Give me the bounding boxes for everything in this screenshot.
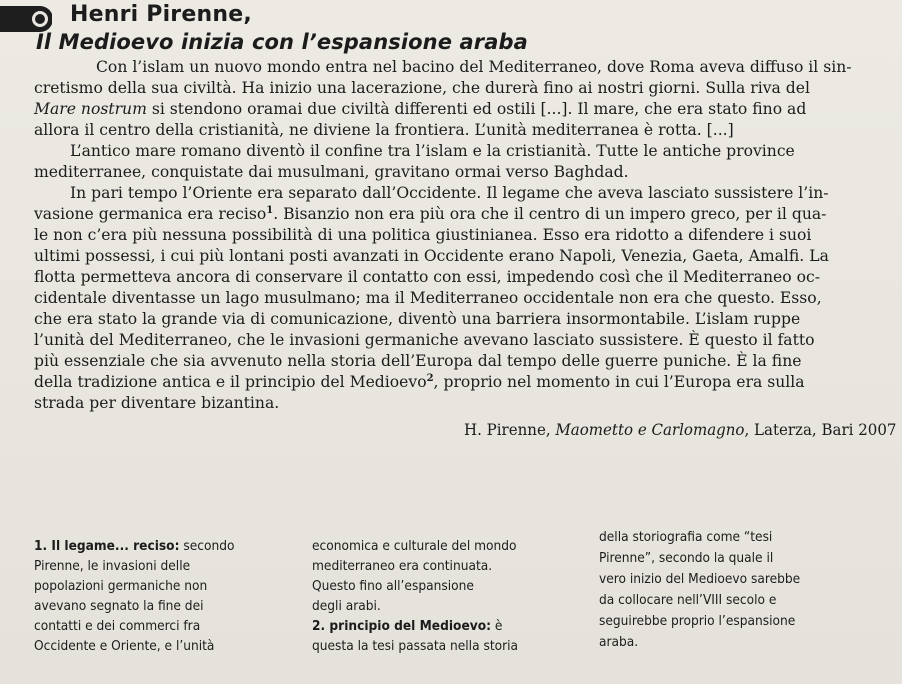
text-line: allora il centro della cristianità, ne diviene la frontiera. L’unità mediterranea è rotta. [...] <box>34 121 734 139</box>
note-line: vero inizio del Medioevo sarebbe <box>599 571 801 587</box>
note-line: 2. principio del Medioevo: è <box>312 618 503 634</box>
page-title: Il Medioevo inizia con l’espansione araba <box>36 30 528 54</box>
footnote-marker: 2 <box>426 373 434 384</box>
text-line <box>34 372 805 392</box>
text-line: l’unità del Mediterraneo, che le invasioni germaniche avevano lasciato sussistere. È questo il fatto <box>34 331 815 349</box>
note-line: Pirenne, le invasioni delle <box>34 558 191 574</box>
note-line: avevano segnato la fine dei <box>34 598 204 614</box>
text-line: flotta permetteva ancora di conservare il contatto con essi, impedendo così che il Mediterraneo oc- <box>34 268 820 286</box>
note-line: seguirebbe proprio l’espansione <box>599 613 796 629</box>
text-line: cidentale diventasse un lago musulmano; ma il Mediterraneo occidentale non era che questo. Esso, <box>34 289 822 307</box>
text-line: che era stato la grande via di comunicazione, diventò una barriera insormontabile. L’islam ruppe <box>34 310 801 328</box>
note-line: da collocare nell’VIII secolo e <box>599 592 777 608</box>
note-line: Questo fino all’espansione <box>312 578 474 594</box>
circle-bullet-icon <box>0 6 52 32</box>
note-line: mediterraneo era continuata. <box>312 558 493 574</box>
note-line: questa la tesi passata nella storia <box>312 638 519 654</box>
text-fragment: della tradizione antica e il principio del Medioevo <box>34 373 427 391</box>
text-line <box>34 99 806 119</box>
note-line: contatti e dei commerci fra <box>34 618 201 634</box>
note-line: araba. <box>599 634 639 650</box>
footnote-marker: 1 <box>266 205 274 216</box>
note-line: della storiografia come “tesi <box>599 529 773 545</box>
text-line: strada per diventare bizantina. <box>34 394 280 412</box>
note-term: 1. Il legame... reciso: <box>34 538 180 554</box>
text-line: Con l’islam un nuovo mondo entra nel bacino del Mediterraneo, dove Roma aveva diffuso il sin- <box>96 58 852 76</box>
text-fragment: , proprio nel momento in cui l’Europa era sulla <box>433 373 805 391</box>
author-heading: Henri Pirenne, <box>70 2 252 27</box>
note-line: degli arabi. <box>312 598 381 614</box>
source-citation: H. Pirenne, Maometto e Carlomagno, Laterza, Bari 2007 <box>464 421 897 439</box>
note-line: popolazioni germaniche non <box>34 578 208 594</box>
text-fragment: si stendono oramai due civiltà differenti ed ostili [...]. Il mare, che era stato fino ad <box>146 100 807 118</box>
note-line: Occidente e Oriente, e l’unità <box>34 638 215 654</box>
italic-phrase: Mare nostrum <box>34 100 147 118</box>
text-line: ultimi possessi, i cui più lontani posti avanzati in Occidente erano Napoli, Venezia, Gaeta, Amalfi. La <box>34 247 829 265</box>
text-line: mediterranee, conquistate dai musulmani, gravitano ormai verso Baghdad. <box>34 163 629 181</box>
note-line: economica e culturale del mondo <box>312 538 517 554</box>
text-line: In pari tempo l’Oriente era separato dall’Occidente. Il legame che aveva lasciato sussistere l’in- <box>70 184 829 202</box>
note-line: Pirenne”, secondo la quale il <box>599 550 774 566</box>
text-fragment: . Bisanzio non era più ora che il centro di un impero greco, per il qua- <box>273 205 827 223</box>
text-line <box>34 204 826 224</box>
work-title: Maometto e Carlomagno <box>555 421 745 439</box>
text-line: cretismo della sua civiltà. Ha inizio una lacerazione, che durerà fino ai nostri giorni. Sulla riva del <box>34 79 810 97</box>
text-fragment: vasione germanica era reciso <box>34 205 267 223</box>
note-term: 2. principio del Medioevo: <box>312 618 492 634</box>
text-line: più essenziale che sia avvenuto nella storia dell’Europa dal tempo delle guerre puniche. È la fine <box>34 352 802 370</box>
note-line: 1. Il legame... reciso: secondo <box>34 538 235 554</box>
text-line: le non c’era più nessuna possibilità di una politica giustinianea. Esso era ridotto a difendere i suoi <box>34 226 812 244</box>
text-line: L’antico mare romano diventò il confine tra l’islam e la cristianità. Tutte le antiche province <box>70 142 795 160</box>
